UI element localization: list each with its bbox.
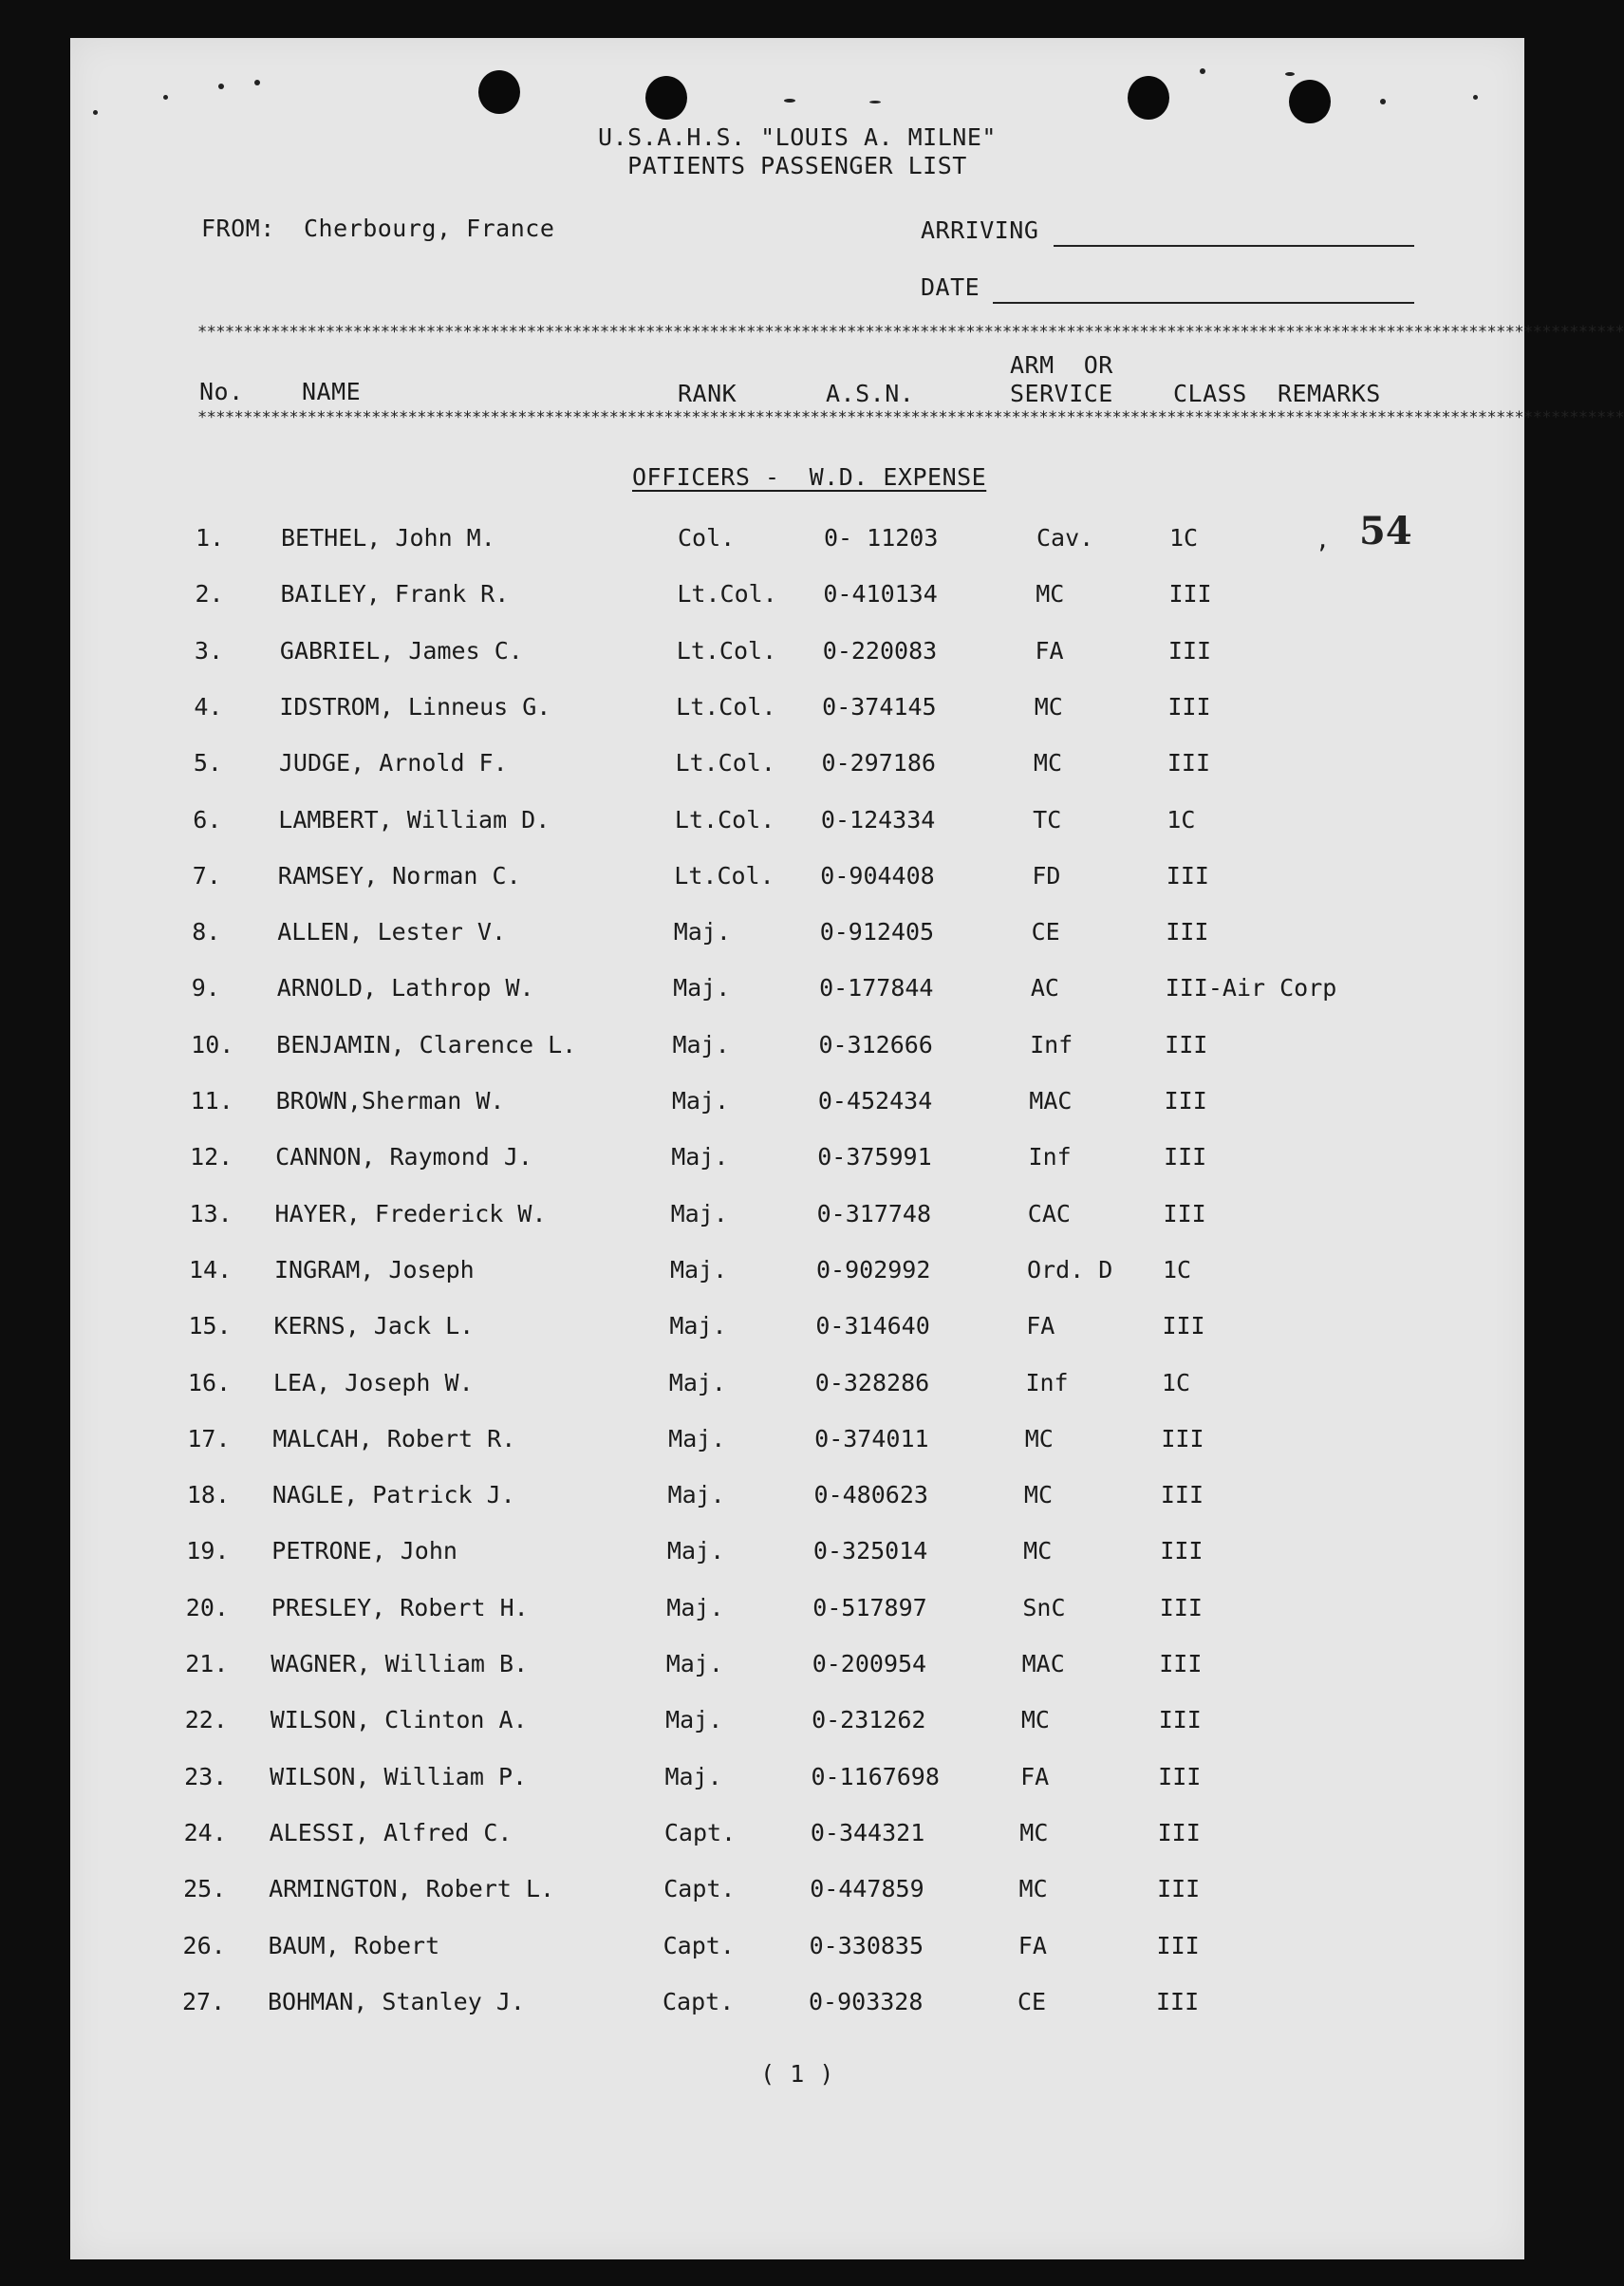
officer-name: WAGNER, William B.: [271, 1650, 529, 1677]
col-header-no: No.: [199, 378, 244, 405]
officer-rank: Lt.Col.: [677, 580, 777, 609]
row-number: 19.: [186, 1537, 230, 1565]
table-row: [70, 1425, 1524, 1463]
officer-name: BROWN,Sherman W.: [275, 1087, 505, 1115]
officer-name: MALCAH, Robert R.: [272, 1424, 516, 1452]
officer-asn: 0-312666: [818, 1030, 933, 1059]
officer-name: INGRAM, Joseph: [274, 1255, 475, 1284]
officer-asn: 0-902992: [816, 1255, 931, 1284]
officer-name: WILSON, Clinton A.: [270, 1706, 528, 1734]
officer-rank: Lt.Col.: [675, 749, 775, 778]
officer-asn: 0-903328: [809, 1987, 924, 2015]
col-header-arm-line2: SERVICE: [1010, 380, 1113, 407]
table-row: [70, 1087, 1524, 1125]
table-row: [70, 1200, 1524, 1238]
officer-rank: Maj.: [668, 1368, 726, 1396]
from-label: FROM:: [201, 215, 275, 242]
officer-name: LEA, Joseph W.: [272, 1368, 474, 1396]
table-row: [70, 1312, 1524, 1350]
officer-name: IDSTROM, Linneus G.: [279, 692, 551, 721]
officer-name: GABRIEL, James C.: [279, 636, 523, 665]
table-row: [70, 1706, 1524, 1744]
row-number: 2.: [195, 580, 224, 609]
table-row: [70, 1537, 1524, 1575]
officer-arm-service: MC: [1034, 692, 1063, 721]
row-number: 11.: [190, 1087, 233, 1115]
officer-name: BETHEL, John M.: [281, 524, 495, 552]
officer-name: NAGLE, Patrick J.: [271, 1481, 515, 1509]
officer-class: III: [1158, 1762, 1202, 1790]
officer-asn: 0-517897: [812, 1593, 927, 1621]
table-row: [70, 1650, 1524, 1688]
officer-class: 1C: [1163, 1255, 1192, 1284]
stamp-mark: ,: [1316, 526, 1331, 553]
officer-name: ARNOLD, Lathrop W.: [276, 974, 534, 1002]
officer-name: LAMBERT, William D.: [278, 805, 551, 834]
officer-asn: 0-374145: [822, 692, 937, 721]
row-number: 20.: [185, 1593, 229, 1621]
officer-name: PRESLEY, Robert H.: [271, 1593, 529, 1621]
officer-class: III: [1167, 636, 1212, 665]
officer-class: III: [1158, 1706, 1202, 1734]
officer-rank: Maj.: [670, 1199, 728, 1227]
officer-arm-service: MAC: [1021, 1650, 1065, 1677]
officer-rank: Capt.: [663, 1875, 736, 1903]
officer-arm-service: SnC: [1022, 1593, 1066, 1621]
row-number: 6.: [193, 805, 222, 834]
officer-asn: 0-375991: [817, 1143, 932, 1171]
from-value: Cherbourg, France: [304, 215, 555, 242]
officer-name: ALLEN, Lester V.: [277, 918, 507, 946]
table-row: [70, 1031, 1524, 1069]
officer-asn: 0-297186: [821, 749, 936, 778]
row-number: 7.: [192, 861, 221, 890]
officer-arm-service: Inf: [1025, 1368, 1069, 1396]
officer-rank: Maj.: [671, 1143, 729, 1171]
table-row: [70, 1369, 1524, 1407]
officer-class: III: [1157, 1818, 1201, 1846]
officer-arm-service: FA: [1026, 1312, 1055, 1340]
stamped-page-number: 54: [1359, 509, 1412, 553]
row-number: 3.: [194, 636, 224, 665]
officer-arm-service: MC: [1020, 1706, 1050, 1734]
row-number: 21.: [185, 1650, 229, 1677]
officer-name: BAILEY, Frank R.: [280, 580, 510, 609]
officer-asn: 0-328286: [814, 1368, 930, 1396]
officer-arm-service: FA: [1035, 636, 1064, 665]
officer-name: ARMINGTON, Robert L.: [269, 1875, 555, 1903]
officer-class: III-Air Corp: [1165, 974, 1337, 1002]
officer-asn: 0-317748: [816, 1199, 932, 1227]
row-number: 25.: [183, 1875, 227, 1903]
officer-class: III: [1168, 580, 1212, 609]
officer-class: 1C: [1169, 524, 1199, 552]
officer-rank: Maj.: [666, 1593, 724, 1621]
col-header-arm-line1: ARM OR: [1010, 351, 1113, 379]
officer-class: III: [1160, 1481, 1204, 1509]
officer-arm-service: MC: [1024, 1424, 1054, 1452]
officer-name: BENJAMIN, Clarence L.: [276, 1030, 577, 1059]
table-row: [70, 580, 1524, 618]
officer-arm-service: MC: [1023, 1481, 1054, 1509]
officer-class: III: [1159, 1650, 1203, 1677]
row-number: 8.: [192, 918, 221, 946]
officer-class: III: [1167, 692, 1211, 721]
officer-class: III: [1160, 1537, 1204, 1565]
table-row: [70, 1932, 1524, 1970]
officer-asn: 0-231262: [812, 1706, 926, 1734]
row-number: 26.: [182, 1931, 226, 1959]
row-number: 17.: [187, 1424, 231, 1452]
table-row: [70, 749, 1524, 787]
row-number: 27.: [182, 1987, 226, 2015]
officer-asn: 0- 11203: [824, 524, 939, 552]
col-header-class: CLASS: [1173, 380, 1247, 407]
officer-rank: Capt.: [663, 1931, 735, 1959]
table-row: [70, 918, 1524, 956]
officer-name: KERNS, Jack L.: [273, 1312, 475, 1340]
row-number: 23.: [184, 1762, 228, 1790]
table-row: [70, 1875, 1524, 1913]
col-header-name: NAME: [302, 378, 362, 405]
table-row: [70, 1481, 1524, 1519]
officer-asn: 0-344321: [810, 1818, 925, 1846]
table-row: [70, 524, 1524, 562]
col-header-rank: RANK: [678, 380, 737, 407]
officer-asn: 0-447859: [810, 1875, 924, 1903]
officer-arm-service: Ord. D: [1027, 1255, 1113, 1284]
table-row: [70, 974, 1524, 1012]
officer-asn: 0-912405: [819, 918, 935, 946]
document-page: [70, 38, 1624, 2259]
officer-arm-service: FA: [1017, 1931, 1047, 1959]
officer-name: RAMSEY, Norman C.: [277, 861, 521, 890]
table-row: [70, 637, 1524, 675]
officer-rank: Maj.: [670, 1255, 728, 1284]
officer-name: WILSON, William P.: [270, 1762, 528, 1790]
row-number: 9.: [191, 974, 220, 1002]
officer-asn: 0-314640: [815, 1312, 930, 1340]
officer-arm-service: CE: [1031, 918, 1060, 946]
row-number: 4.: [194, 692, 223, 721]
officer-rank: Lt.Col.: [674, 805, 775, 834]
officer-arm-service: Cav.: [1036, 524, 1094, 552]
officer-rank: Maj.: [673, 974, 731, 1002]
officer-rank: Col.: [678, 524, 736, 552]
list-title: PATIENTS PASSENGER LIST: [627, 152, 967, 179]
row-number: 1.: [196, 524, 225, 552]
officer-asn: 0-330835: [809, 1931, 924, 1959]
officer-arm-service: MC: [1033, 749, 1063, 778]
officer-class: III: [1164, 1087, 1207, 1115]
officer-rank: Capt.: [663, 1818, 737, 1846]
table-row: [70, 862, 1524, 900]
officer-asn: 0-1167698: [811, 1762, 940, 1790]
officer-asn: 0-200954: [812, 1650, 927, 1677]
officer-asn: 0-374011: [814, 1424, 929, 1452]
officer-class: 1C: [1161, 1368, 1191, 1396]
page-footer: ( 1 ): [760, 2060, 834, 2088]
officer-rank: Maj.: [664, 1762, 722, 1790]
ship-title: U.S.A.H.S. "LOUIS A. MILNE": [598, 123, 997, 151]
officer-name: ALESSI, Alfred C.: [269, 1818, 513, 1846]
row-number: 18.: [186, 1481, 230, 1509]
officer-rank: Maj.: [667, 1481, 725, 1509]
officer-rank: Lt.Col.: [676, 636, 777, 665]
officer-rank: Maj.: [665, 1650, 723, 1677]
table-row: [70, 1143, 1524, 1181]
table-row: [70, 806, 1524, 844]
officer-rank: Capt.: [663, 1987, 735, 2015]
officer-class: 1C: [1167, 805, 1196, 834]
officer-class: III: [1161, 1424, 1204, 1452]
officer-asn: 0-452434: [817, 1087, 933, 1115]
officer-class: III: [1156, 1931, 1200, 1959]
officer-rank: Maj.: [671, 1087, 730, 1115]
asterisk-divider: ************************************************************************************************************************************************************: [197, 408, 1624, 427]
officer-rank: Lt.Col.: [676, 692, 776, 721]
table-row: [70, 1256, 1524, 1294]
officer-arm-service: MC: [1019, 1818, 1049, 1846]
col-header-remarks: REMARKS: [1278, 380, 1381, 407]
table-row: [70, 1594, 1524, 1632]
officer-rank: Maj.: [672, 1030, 730, 1059]
table-row: [70, 693, 1524, 731]
officer-asn: 0-480623: [813, 1481, 928, 1509]
row-number: 24.: [183, 1818, 227, 1846]
officer-arm-service: Inf: [1030, 1030, 1073, 1059]
row-number: 12.: [190, 1143, 233, 1171]
date-label: DATE: [921, 273, 980, 301]
row-number: 14.: [189, 1255, 233, 1284]
officer-asn: 0-325014: [812, 1537, 928, 1565]
officer-name: JUDGE, Arnold F.: [278, 749, 508, 778]
table-row: [70, 1819, 1524, 1857]
officer-class: III: [1166, 918, 1209, 946]
officer-name: HAYER, Frederick W.: [274, 1199, 547, 1227]
row-number: 16.: [187, 1368, 232, 1396]
officer-arm-service: AC: [1030, 974, 1059, 1002]
officer-rank: Lt.Col.: [674, 861, 775, 890]
officer-arm-service: MAC: [1029, 1087, 1073, 1115]
officer-name: BOHMAN, Stanley J.: [268, 1987, 525, 2015]
officer-rank: Maj.: [669, 1312, 727, 1340]
officer-arm-service: FA: [1020, 1762, 1050, 1790]
officer-name: PETRONE, John: [271, 1537, 457, 1565]
officer-rank: Maj.: [668, 1424, 726, 1452]
officer-name: BAUM, Robert: [268, 1931, 440, 1959]
col-header-asn: A.S.N.: [826, 380, 915, 407]
officer-class: III: [1167, 749, 1210, 778]
officer-arm-service: MC: [1018, 1875, 1048, 1903]
officer-asn: 0-904408: [820, 861, 935, 890]
passenger-table: [70, 38, 1624, 2259]
row-number: 5.: [193, 749, 222, 778]
officer-rank: Maj.: [665, 1706, 723, 1734]
row-number: 22.: [184, 1706, 228, 1734]
officer-asn: 0-124334: [820, 805, 936, 834]
officer-class: III: [1165, 1030, 1208, 1059]
officer-arm-service: CAC: [1027, 1199, 1071, 1227]
officer-asn: 0-177844: [819, 974, 934, 1002]
officer-class: III: [1159, 1593, 1203, 1621]
officer-class: III: [1164, 1143, 1207, 1171]
row-number: 13.: [189, 1199, 233, 1227]
officer-arm-service: MC: [1036, 580, 1065, 609]
officer-name: CANNON, Raymond J.: [275, 1143, 532, 1171]
table-row: [70, 1763, 1524, 1801]
officer-asn: 0-220083: [822, 636, 938, 665]
officer-class: III: [1162, 1312, 1205, 1340]
officer-arm-service: FD: [1032, 861, 1061, 890]
row-number: 10.: [191, 1030, 234, 1059]
officer-arm-service: CE: [1017, 1987, 1047, 2015]
table-row: [70, 1988, 1524, 2026]
officer-arm-service: TC: [1033, 805, 1062, 834]
arriving-label: ARRIVING: [921, 216, 1039, 244]
officer-class: III: [1163, 1199, 1206, 1227]
section-title: OFFICERS - W.D. EXPENSE: [632, 463, 987, 491]
officer-rank: Maj.: [666, 1537, 725, 1565]
officer-class: III: [1157, 1875, 1201, 1903]
asterisk-divider: ************************************************************************************************************************************************************: [197, 323, 1624, 342]
officer-arm-service: Inf: [1028, 1143, 1072, 1171]
officer-class: III: [1156, 1987, 1200, 2015]
row-number: 15.: [188, 1312, 232, 1340]
officer-asn: 0-410134: [823, 580, 938, 609]
officer-class: III: [1166, 861, 1209, 890]
officer-arm-service: MC: [1023, 1537, 1053, 1565]
officer-rank: Maj.: [673, 918, 731, 946]
